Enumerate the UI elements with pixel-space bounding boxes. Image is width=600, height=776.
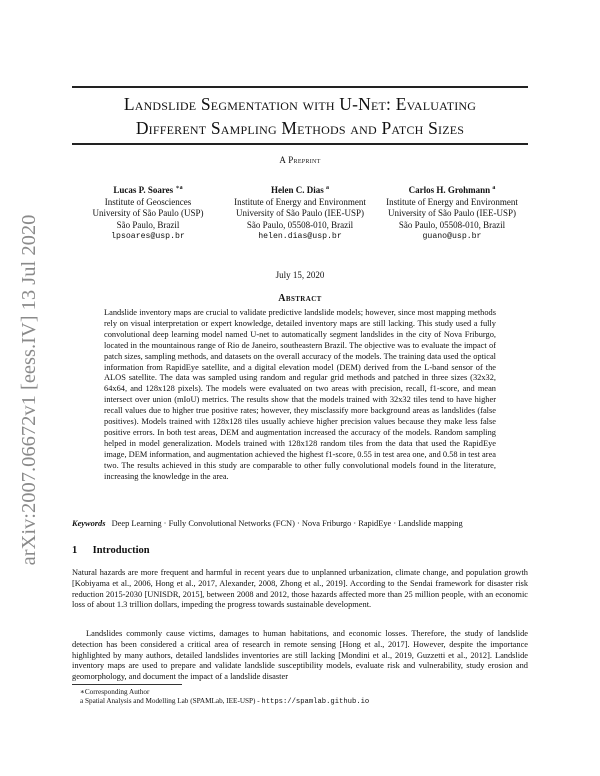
footnote-lab-url[interactable]: https://spamlab.github.io — [261, 698, 370, 706]
keywords-line — [72, 519, 528, 528]
paper-title — [72, 92, 528, 140]
section-title: Introduction — [92, 545, 150, 556]
author-name: Helen C. Dias $^a$ — [271, 185, 329, 195]
title-bottom-rule — [72, 143, 528, 145]
keywords-list: Deep Learning · Fully Convolutional Networks (FCN) · Nova Friburgo · RapidEye · Landslide mapping — [111, 519, 463, 528]
footnote-rule — [72, 684, 182, 685]
author-email[interactable]: lpsoares@usp.br — [111, 232, 185, 241]
section-number: 1 — [72, 545, 78, 556]
author-city: São Paulo, Brazil — [116, 219, 180, 230]
author-institute: Institute of Geosciences — [104, 196, 192, 207]
preprint-label: A Preprint — [279, 155, 321, 165]
intro-paragraph-1: Natural hazards are more frequent and harmful in recent years due to unplanned urbanization, climate change, and population growth [Kobiyama et al., 2006, Hong et al., 2017, Alexander, 2008, Zhong et al., 2019]. According to the Sendai framework for disaster risk reduction 2015-2030 [UNISDR, 2015], between 2008 and 2012, those hazards affected more than 25 million people, with an economic loss of about 1.3 trillion dollars, impeding the progress towards sustainable development. — [72, 568, 528, 610]
keywords-label: Keywords — [72, 519, 106, 528]
intro-paragraph-2: Landslides commonly cause victims, damages to human habitations, and economic losses. Therefore, the study of landslide detection has been considered a critical area of research in remote sensing [Hong et al., 2017]. However, despite the importance highlighted by many authors, detailed landslides inventories are still lacking [Mondini et al., 2019, Guzzetti et al., 2012]. Landslide inventory maps are used to prepare and validate landslide susceptibility models, evaluate risk and vulnerability, study erosion and geomorphology, and document the impact of a landslide disaster — [72, 629, 528, 682]
abstract-heading: Abstract — [278, 293, 322, 304]
author-name: Carlos H. Grohmann $^a$ — [408, 185, 496, 195]
title-line-1: Landslide Segmentation with U-Net: Evaluating — [123, 94, 477, 114]
author-city: São Paulo, 05508-010, Brazil — [246, 219, 354, 230]
author-block-3 — [372, 183, 532, 243]
author-email[interactable]: guano@usp.br — [422, 232, 482, 241]
footnote-lab — [80, 697, 369, 707]
author-university: University of São Paulo (IEE-USP) — [236, 208, 364, 218]
abstract-text: Landslide inventory maps are crucial to validate predictive landslide models; however, since most mapping methods rely on visual interpretation or expert knowledge, detailed inventory maps are still lacking. This study used a fully convolutional deep learning model named U-net to automatically segment landslides in the city of Nova Friburgo, located in the mountainous range of Rio de Janeiro, southeastern Brazil. The objective was to evaluate the impact of patch sizes, sampling methods, and datasets on the overall accuracy of the models. The training data used the optical information from RapidEye satellite, and a digital elevation model (DEM) derived from the L-band sensor of the ALOS satellite. The data was sampled using random and regular grid methods and patched in three sizes (32x32, 64x64, and 128x128 pixels). The models were evaluated on two areas with precision, recall, f1-score, and mean intersect over union (mIoU) metrics. The results show that the models trained with 32x32 tiles tend to have higher recall values due to higher true positive rates; however, they misclassify more background areas as landslides (false positives). Models trained with 128x128 tiles usually achieve higher precision values because they make less false positive errors. In both test areas, DEM and augmentation increased the accuracy of the models. Random sampling helped in model generalization. Models trained with 128x128 random tiles from the data that used the RapidEye image, DEM information, and augmentation achieved the highest f1-score, 0.55 in test area one, and 0.58 in test area two. The results achieved in this study are comparable to other fully convolutional models found in the literature, increasing the knowledge in the area. — [104, 308, 496, 481]
publication-date: July 15, 2020 — [275, 270, 325, 280]
author-name: Lucas P. Soares $^{∗a}$ — [113, 185, 183, 195]
title-line-2: Different Sampling Methods and Patch Sizes — [135, 118, 465, 138]
author-block-1 — [72, 183, 224, 243]
author-institute: Institute of Energy and Environment — [234, 196, 366, 207]
footnote-corresponding: ∗Corresponding Author — [80, 688, 150, 696]
section-heading — [72, 545, 150, 556]
footnote-lab-text: a Spatial Analysis and Modelling Lab (SPAMLab, IEE-USP) - — [80, 697, 262, 705]
title-top-rule — [72, 86, 528, 88]
arxiv-stamp: arXiv:2007.06672v1 [eess.IV] 13 Jul 2020 — [18, 214, 40, 566]
author-university: University of São Paulo (IEE-USP) — [388, 208, 516, 218]
author-block-2 — [220, 183, 380, 243]
author-email[interactable]: helen.dias@usp.br — [258, 232, 342, 241]
author-city: São Paulo, 05508-010, Brazil — [398, 219, 506, 230]
author-university: University of São Paulo (USP) — [92, 208, 204, 218]
author-institute: Institute of Energy and Environment — [386, 196, 518, 207]
